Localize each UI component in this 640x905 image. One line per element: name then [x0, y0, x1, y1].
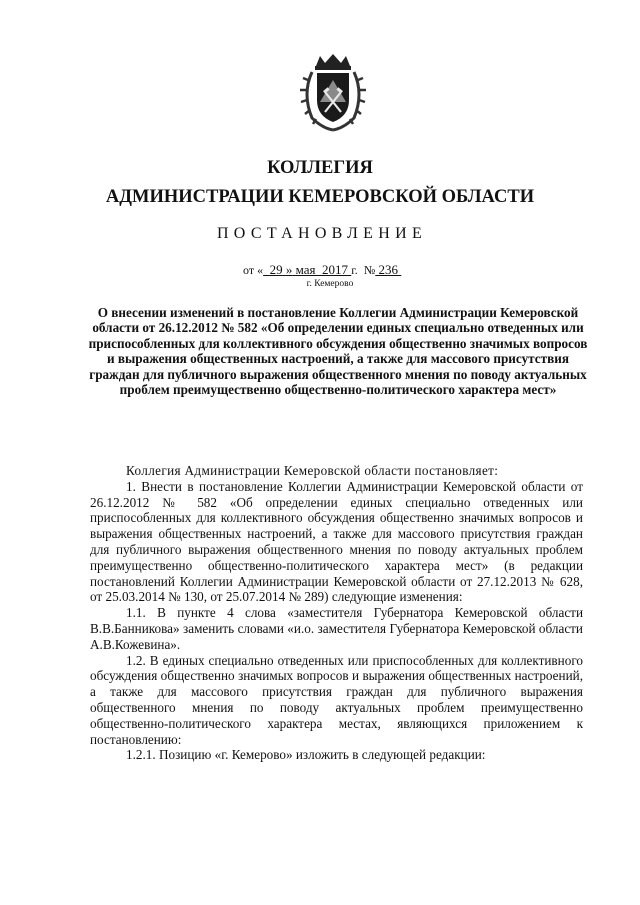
- city-label: г. Кемерово: [306, 279, 354, 289]
- date-year-suffix: г.: [351, 263, 358, 277]
- body-paragraph-1: 1. Внести в постановление Коллегии Администрации Кемеровской области от 26.12.2012 № 582 «Об определении единых специально отведенных или приспособленных для коллективного обсуждения общественно значимых вопросов и выражения общественных настроений, а также для массового присутствия граждан для публичного выражения общественного мнения по поводу актуальных проблем преимущественно общественно-политического характера мест» (в редакции постановлений Коллегии Администрации Кемеровской области от 27.12.2013 № 628, от 25.03.2014 № 130, от 25.07.2014 № 289) следующие изменения:: [90, 478, 583, 605]
- date-prefix: от «: [243, 263, 264, 277]
- date-line: [243, 263, 401, 277]
- document-type: ПОСТАНОВЛЕНИЕ: [216, 225, 428, 242]
- body-intro: Коллегия Администрации Кемеровской области постановляет:: [126, 463, 499, 478]
- body-paragraph-1-2-1: 1.2.1. Позицию «г. Кемерово» изложить в следующей редакции:: [126, 747, 486, 763]
- body-paragraph-1-2: 1.2. В единых специально отведенных или приспособленных для коллективного обсуждения общественно значимых вопросов и выражения общественных настроений, а также для массового присутствия граждан для публичного выражения общественного мнения по поводу актуальных проблем преимущественно общественно-политического характера местах, являющихся приложением к постановлению:: [90, 652, 583, 747]
- coat-of-arms-icon: [298, 52, 368, 132]
- org-title-line2: АДМИНИСТРАЦИИ КЕМЕРОВСКОЙ ОБЛАСТИ: [105, 187, 535, 207]
- document-body: [90, 463, 583, 763]
- document-number: 236: [378, 262, 399, 277]
- body-paragraph-1-1: 1.1. В пункте 4 слова «заместителя Губернатора Кемеровской области В.В.Банникова» заменить словами «и.о. заместителя Губернатора Кемеровской области А.В.Кожевина».: [90, 605, 583, 652]
- number-sign: №: [363, 263, 376, 277]
- document-subject: О внесении изменений в постановление Коллегии Администрации Кемеровской области от 26.12.2012 № 582 «Об определении единых специально отведенных или приспособленных для коллективного обсуждения общественно значимых вопросов и выражения общественных настроений, а также для массового присутствия граждан для публичного выражения общественного мнения по поводу актуальных проблем преимущественно общественно-политического характера мест»: [88, 305, 588, 398]
- date-month: мая 2017: [295, 262, 348, 277]
- date-mid: »: [285, 262, 293, 277]
- date-day: 29: [269, 262, 283, 277]
- date-year: 2017: [321, 262, 348, 277]
- org-title-line1: КОЛЛЕГИЯ: [267, 158, 373, 178]
